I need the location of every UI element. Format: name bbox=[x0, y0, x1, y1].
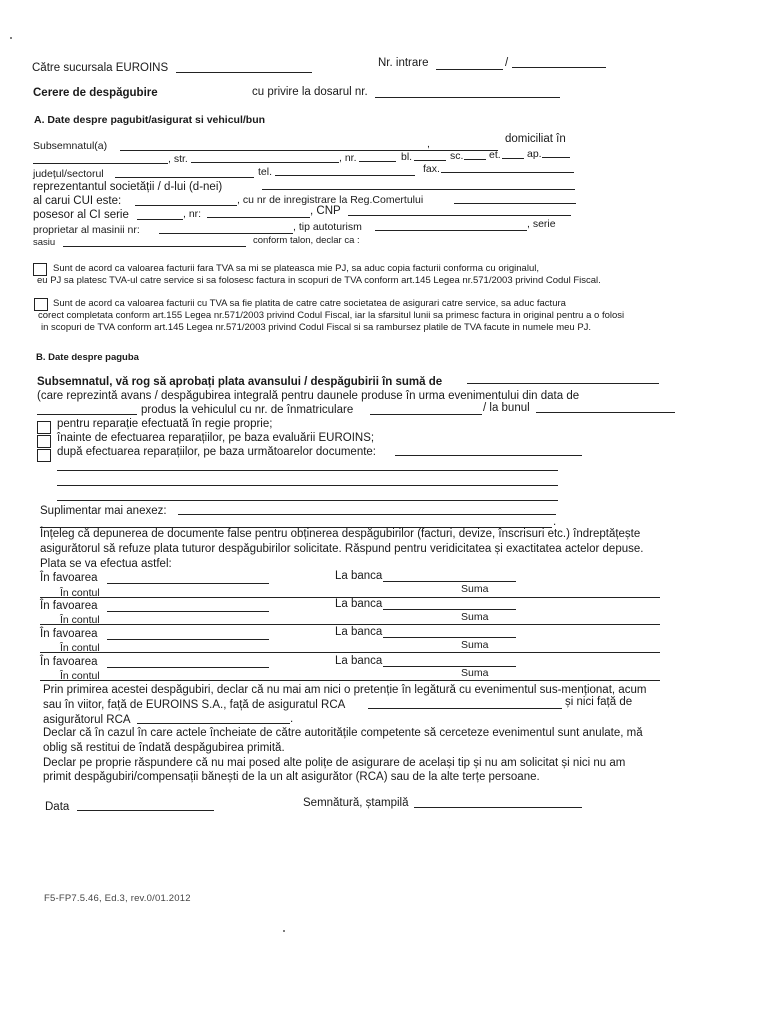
signature-field[interactable] bbox=[414, 807, 582, 808]
after-repair-checkbox[interactable] bbox=[37, 449, 51, 462]
staircase-label: sc. bbox=[450, 150, 464, 162]
account-label-3: În contul bbox=[60, 642, 100, 654]
final-declaration-line3: asigurătorul RCA bbox=[43, 714, 131, 726]
event-date-field[interactable] bbox=[37, 414, 137, 415]
number-label: , nr. bbox=[339, 152, 357, 164]
registration-label: conform talon, declar ca : bbox=[253, 235, 360, 246]
account-label-4: În contul bbox=[60, 670, 100, 682]
floor-label: et. bbox=[489, 149, 501, 161]
phone-label: tel. bbox=[258, 166, 273, 178]
account-field-3[interactable] bbox=[40, 652, 660, 653]
documents-line[interactable] bbox=[57, 470, 558, 471]
option-vat-service-line3: in scopuri de TVA conform art.145 Legea nr.571/2003 privind Codul Fiscal si sa rambursez platile de TVA facute in numele meu PJ. bbox=[41, 322, 592, 333]
additional-docs-field[interactable] bbox=[178, 514, 556, 515]
cui-field[interactable] bbox=[135, 205, 237, 206]
payment-request-text: Subsemnatul, vă rog să aprobați plata avansului / despăgubirii în sumă de bbox=[37, 376, 443, 388]
option-vat-service-line2: corect completata conform art.155 Legea nr.571/2003 privind Codul Fiscal, iar la sfarsitul lunii sa primesc factura in original pentru a o folosi bbox=[38, 310, 625, 321]
advance-description: (care reprezintă avans / despăgubirea integrală pentru daunele produse în urma evenimentului din data de bbox=[37, 390, 580, 402]
final-declaration-line6: Declar pe proprie răspundere că nu mai posed alte polițe de asigurare de același tip și nu am solicitat și nici nu am bbox=[43, 757, 626, 769]
form-title: Cerere de despăgubire bbox=[33, 87, 158, 99]
trade-register-label: , cu nr de inregistrare la Reg.Comertului bbox=[237, 194, 424, 206]
vehicle-plate-field[interactable] bbox=[370, 414, 482, 415]
comma: , bbox=[427, 138, 430, 150]
false-docs-line1: Înțeleg că depunerea de documente false pentru obținerea despăgubirilor (facturi, devize, înscrisuri etc.) îndreptățește bbox=[40, 528, 641, 540]
self-repair-checkbox[interactable] bbox=[37, 421, 51, 434]
entry-date-field[interactable] bbox=[512, 67, 606, 68]
entry-number-field[interactable] bbox=[436, 69, 503, 70]
before-repair-label: înainte de efectuarea reparațiilor, pe baza evaluării EUROINS; bbox=[57, 432, 375, 444]
block-field[interactable] bbox=[414, 160, 446, 161]
account-field-2[interactable] bbox=[40, 624, 660, 625]
apartment-field[interactable] bbox=[542, 157, 570, 158]
phone-field[interactable] bbox=[275, 175, 415, 176]
chassis-field[interactable] bbox=[63, 246, 246, 247]
scan-speck bbox=[283, 930, 285, 932]
date-field[interactable] bbox=[77, 810, 214, 811]
id-series-field[interactable] bbox=[137, 219, 183, 220]
form-code: F5-FP7.5.46, Ed.3, rev.0/01.2012 bbox=[44, 893, 191, 904]
section-b-title: B. Date despre paguba bbox=[36, 352, 139, 363]
bank-label-4: La banca bbox=[335, 655, 383, 667]
bank-field-2[interactable] bbox=[383, 609, 516, 610]
payment-amount-field[interactable] bbox=[467, 383, 659, 384]
file-number-label: cu privire la dosarul nr. bbox=[252, 86, 368, 98]
car-type-label: , tip autoturism bbox=[293, 221, 362, 233]
self-repair-label: pentru reparație efectuată în regie proprie; bbox=[57, 418, 273, 430]
account-label-1: În contul bbox=[60, 587, 100, 599]
county-label: județul/sectorul bbox=[33, 168, 104, 180]
entry-number-label: Nr. intrare bbox=[378, 57, 429, 69]
locality-field[interactable] bbox=[33, 163, 168, 164]
beneficiary-field-2[interactable] bbox=[107, 611, 269, 612]
car-owner-label: proprietar al masinii nr: bbox=[33, 224, 140, 236]
option-pj-no-vat-line2: eu PJ sa platesc TVA-ul catre service si sa folosesc factura in scopuri de TVA conform art.145 Legea nr.571/2003 privind Codul Fiscal. bbox=[37, 275, 601, 286]
beneficiary-field-3[interactable] bbox=[107, 639, 269, 640]
fax-field[interactable] bbox=[441, 172, 574, 173]
payment-method-label: Plata se va efectua astfel: bbox=[40, 558, 172, 570]
amount-label-2: Suma bbox=[461, 611, 489, 623]
representative-label: reprezentantul societății / d-lui (d-nei) bbox=[33, 181, 223, 193]
final-declaration-line2a: sau în viitor, față de EUROINS S.A., față de asiguratul RCA bbox=[43, 699, 346, 711]
beneficiary-field-4[interactable] bbox=[107, 667, 269, 668]
car-number-field[interactable] bbox=[159, 233, 293, 234]
documents-field[interactable] bbox=[395, 455, 582, 456]
branch-field[interactable] bbox=[176, 72, 312, 73]
account-field-4[interactable] bbox=[40, 680, 660, 681]
option-vat-service-line1: Sunt de acord ca valoarea facturii cu TVA sa fie platita de catre catre societatea de asigurari catre service, sa aduc factura bbox=[53, 298, 566, 309]
entry-slash: / bbox=[505, 57, 509, 69]
beneficiary-label-4: În favoarea bbox=[40, 656, 98, 668]
final-declaration-line1: Prin primirea acestei despăgubiri, declar că nu mai am nici o pretenție în legătură cu evenimentul sus-menționat, acum bbox=[43, 684, 647, 696]
apartment-label: ap. bbox=[527, 148, 542, 160]
domicile-label: domiciliat în bbox=[505, 133, 566, 145]
final-declaration-dot: . bbox=[290, 713, 294, 725]
bank-field-4[interactable] bbox=[383, 666, 516, 667]
final-declaration-line4: Declar că în cazul în care actele încheiate de către autoritățile competente să cerceteze evenimentul sunt anulate, mă bbox=[43, 727, 643, 739]
documents-line[interactable] bbox=[57, 500, 558, 501]
chassis-label: sasiu bbox=[33, 237, 56, 248]
id-number-label: , nr: bbox=[183, 208, 202, 220]
account-label-2: În contul bbox=[60, 614, 100, 626]
fax-label: fax. bbox=[423, 163, 440, 175]
property-label: / la bunul bbox=[483, 402, 530, 414]
property-field[interactable] bbox=[536, 412, 675, 413]
vehicle-plate-label: produs la vehiculul cu nr. de înmatriculare bbox=[141, 404, 354, 416]
false-docs-line2: asigurătorul să refuze plata tuturor despăgubirilor solicitate. Răspund pentru veridicitatea și exactitatea actelor depuse. bbox=[40, 543, 644, 555]
amount-label-1: Suma bbox=[461, 583, 489, 595]
floor-field[interactable] bbox=[502, 158, 524, 159]
scan-speck bbox=[10, 37, 12, 39]
bank-label-3: La banca bbox=[335, 626, 383, 638]
section-a-title: A. Date despre pagubit/asigurat si vehicul/bun bbox=[34, 114, 266, 126]
cnp-field[interactable] bbox=[348, 215, 571, 216]
documents-line[interactable] bbox=[57, 485, 558, 486]
undersigned-field[interactable] bbox=[120, 150, 498, 151]
final-declaration-line5: oblig să restitui de îndată despăgubirea primită. bbox=[43, 742, 285, 754]
date-label: Data bbox=[45, 801, 70, 813]
additional-docs-label: Suplimentar mai anexez: bbox=[40, 505, 167, 517]
file-number-field[interactable] bbox=[375, 97, 560, 98]
trade-register-field[interactable] bbox=[454, 203, 576, 204]
street-label: , str. bbox=[168, 153, 188, 165]
cui-label: al carui CUI este: bbox=[33, 195, 122, 207]
signature-label: Semnătură, ștampilă bbox=[303, 797, 409, 809]
rca-insurer-field[interactable] bbox=[137, 723, 290, 724]
beneficiary-label-3: În favoarea bbox=[40, 628, 98, 640]
cnp-label: , CNP bbox=[310, 205, 341, 217]
amount-label-3: Suma bbox=[461, 639, 489, 651]
bank-field-3[interactable] bbox=[383, 637, 516, 638]
bank-label-2: La banca bbox=[335, 598, 383, 610]
rca-insured-field[interactable] bbox=[368, 708, 562, 709]
staircase-field[interactable] bbox=[464, 159, 486, 160]
amount-label-4: Suma bbox=[461, 667, 489, 679]
bank-label-1: La banca bbox=[335, 570, 383, 582]
beneficiary-field-1[interactable] bbox=[107, 583, 269, 584]
beneficiary-label-2: În favoarea bbox=[40, 600, 98, 612]
branch-label: Către sucursala EUROINS bbox=[32, 62, 169, 74]
after-repair-label: după efectuarea reparațiilor, pe baza următoarelor documente: bbox=[57, 446, 377, 458]
final-declaration-line2b: și nici față de bbox=[565, 696, 633, 708]
bank-field-1[interactable] bbox=[383, 581, 516, 582]
id-number-field[interactable] bbox=[207, 217, 310, 218]
street-field[interactable] bbox=[191, 162, 339, 163]
county-field[interactable] bbox=[115, 177, 254, 178]
final-declaration-line7: primit despăgubiri/compensații bănești de la un alt asigurător (RCA) sau de la alte terțe persoane. bbox=[43, 771, 540, 783]
block-label: bl. bbox=[401, 151, 413, 163]
undersigned-label: Subsemnatul(a) bbox=[33, 140, 108, 152]
series-label: , serie bbox=[527, 218, 556, 230]
before-repair-checkbox[interactable] bbox=[37, 435, 51, 448]
beneficiary-label-1: În favoarea bbox=[40, 572, 98, 584]
end-dot: . bbox=[553, 516, 557, 528]
representative-field[interactable] bbox=[262, 189, 575, 190]
option-pj-no-vat-line1: Sunt de acord ca valoarea facturii fara TVA sa mi se plateasca mie PJ, sa aduc copia facturii conforma cu originalul, bbox=[53, 263, 539, 274]
id-series-label: posesor al CI serie bbox=[33, 209, 129, 221]
number-field[interactable] bbox=[359, 161, 396, 162]
car-type-field[interactable] bbox=[375, 230, 527, 231]
